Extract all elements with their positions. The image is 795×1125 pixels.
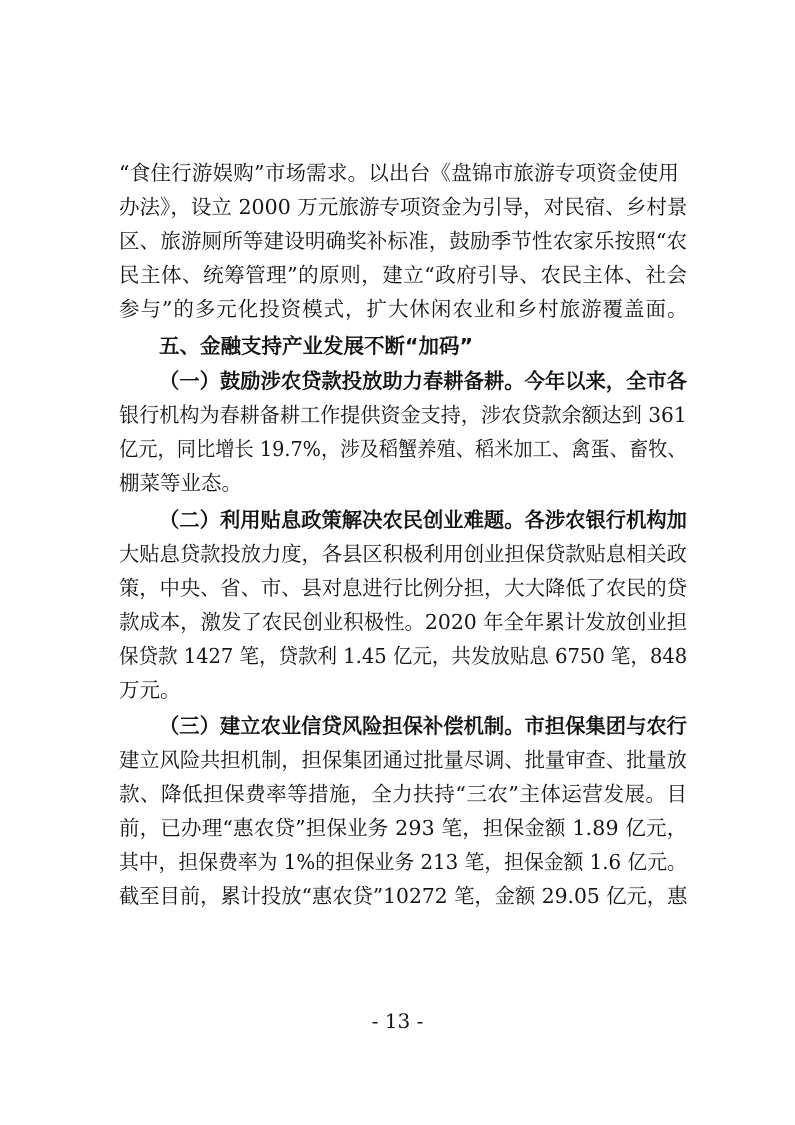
section-heading: 五、金融支持产业发展不断“加码” [159, 334, 473, 358]
subsection-line: （二）利用贴息政策解决农民创业难题。各涉农银行机构加 [159, 508, 687, 532]
page-number: - 13 - [371, 1009, 424, 1033]
body-line: 其中，担保费率为 1%的担保业务 213 笔，担保金额 1.6 亿元。 [119, 850, 687, 874]
body-line: 保贷款 1427 笔，贷款利 1.45 亿元，共发放贴息 6750 笔，848 [119, 644, 688, 668]
body-line: 建立风险共担机制，担保集团通过批量尽调、批量审查、批量放 [119, 748, 687, 772]
body-line: 前，已办理“惠农贷”担保业务 293 笔，担保金额 1.89 亿元， [119, 816, 688, 840]
body-line: 截至目前，累计投放“惠农贷”10272 笔，金额 29.05 亿元，惠 [119, 884, 688, 908]
body-line: “食住行游娱购”市场需求。以出台《盘锦市旅游专项资金使用 [119, 161, 680, 185]
body-line: 款、降低担保费率等措施，全力扶持“三农”主体运营发展。目 [119, 782, 688, 806]
body-line: 款成本，激发了农民创业积极性。2020 年全年累计发放创业担 [119, 610, 688, 634]
body-line: 大贴息贷款投放力度，各县区积极利用创业担保贷款贴息相关政 [119, 542, 687, 566]
body-line: 策，中央、省、市、县对息进行比例分担，大大降低了农民的贷 [119, 576, 687, 600]
subsection-line: （一）鼓励涉农贷款投放助力春耕备耕。今年以来，全市各 [159, 369, 687, 393]
body-line: 区、旅游厕所等建设明确奖补标准，鼓励季节性农家乐按照“农 [119, 229, 688, 253]
subsection-line: （三）建立农业信贷风险担保补偿机制。市担保集团与农行 [159, 714, 687, 738]
body-line: 办法》，设立 2000 万元旅游专项资金为引导，对民宿、乡村景 [119, 195, 688, 219]
body-line: 银行机构为春耕备耕工作提供资金支持，涉农贷款余额达到 361 [119, 403, 687, 427]
body-line: 万元。 [119, 678, 181, 702]
body-line: 参与”的多元化投资模式，扩大休闲农业和乡村旅游覆盖面。 [119, 297, 689, 321]
body-line: 棚菜等业态。 [119, 471, 242, 495]
body-line: 亿元，同比增长 19.7%，涉及稻蟹养殖、稻米加工、禽蛋、畜牧、 [119, 437, 687, 461]
body-line: 民主体、统筹管理”的原则，建立“政府引导、农民主体、社会 [119, 263, 688, 287]
